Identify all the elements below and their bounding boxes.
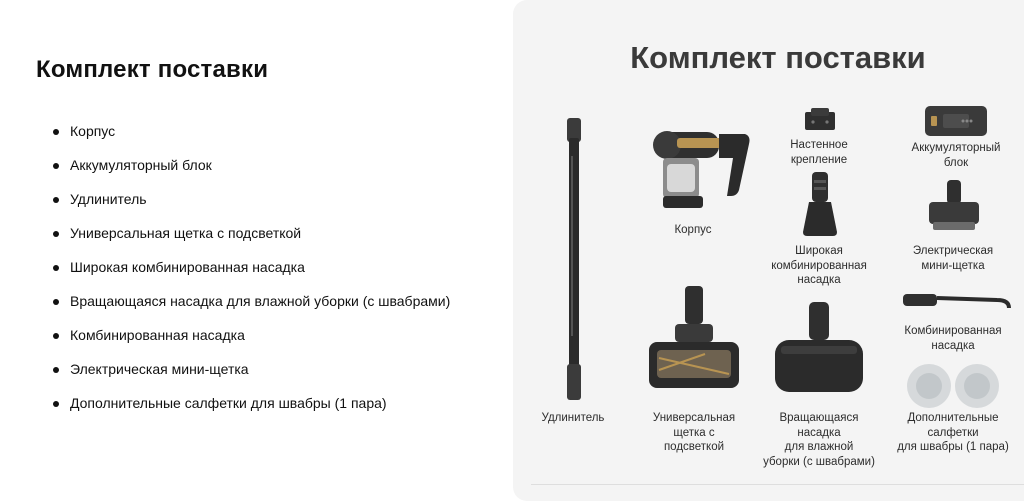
universal-brush-image [645, 284, 743, 394]
caption-wall-mount: Настенное крепление [790, 139, 848, 166]
mini-brush-image [923, 178, 985, 234]
caption-wipes: Дополнительные салфетки для швабры (1 пара) [897, 412, 1009, 453]
package-contents-list [36, 118, 450, 424]
wall-mount-image [803, 108, 837, 132]
caption-extension: Удлинитель [541, 412, 605, 424]
image-title: Комплект поставки [630, 40, 926, 75]
list-item: Аккумуляторный блок [36, 152, 450, 186]
list-item: Комбинированная насадка [36, 322, 450, 356]
wide-nozzle-image [795, 170, 845, 238]
combo-nozzle-image [901, 288, 1011, 312]
list-item: Дополнительные салфетки для швабры (1 пара) [36, 390, 450, 424]
list-item: Удлинитель [36, 186, 450, 220]
caption-wide-nozzle: Широкая комбинированная насадка [771, 245, 867, 286]
caption-combo-nozzle: Комбинированная насадка [904, 325, 1002, 352]
caption-body: Корпус [674, 224, 712, 236]
extension-tube-image [563, 116, 585, 406]
list-item: Электрическая мини-щетка [36, 356, 450, 390]
section-heading: Комплект поставки [36, 56, 269, 83]
rotating-mop-image [771, 300, 867, 396]
list-item: Универсальная щетка с подсветкой [36, 220, 450, 254]
caption-rotating-mop: Вращающаяся насадка для влажной уборки (с швабрами) [763, 412, 875, 468]
package-contents-image [513, 0, 1024, 501]
list-item: Широкая комбинированная насадка [36, 254, 450, 288]
caption-mini-brush: Электрическая мини-щетка [912, 245, 994, 272]
battery-image [923, 104, 989, 138]
list-item: Корпус [36, 118, 450, 152]
vacuum-body-image [633, 124, 755, 212]
caption-battery: Аккумуляторный блок [911, 142, 1001, 169]
divider [531, 484, 1024, 485]
list-item: Вращающаяся насадка для влажной уборки (с швабрами) [36, 288, 450, 322]
caption-universal-brush: Универсальная щетка с подсветкой [652, 412, 736, 453]
mop-pads-image [905, 362, 1001, 410]
